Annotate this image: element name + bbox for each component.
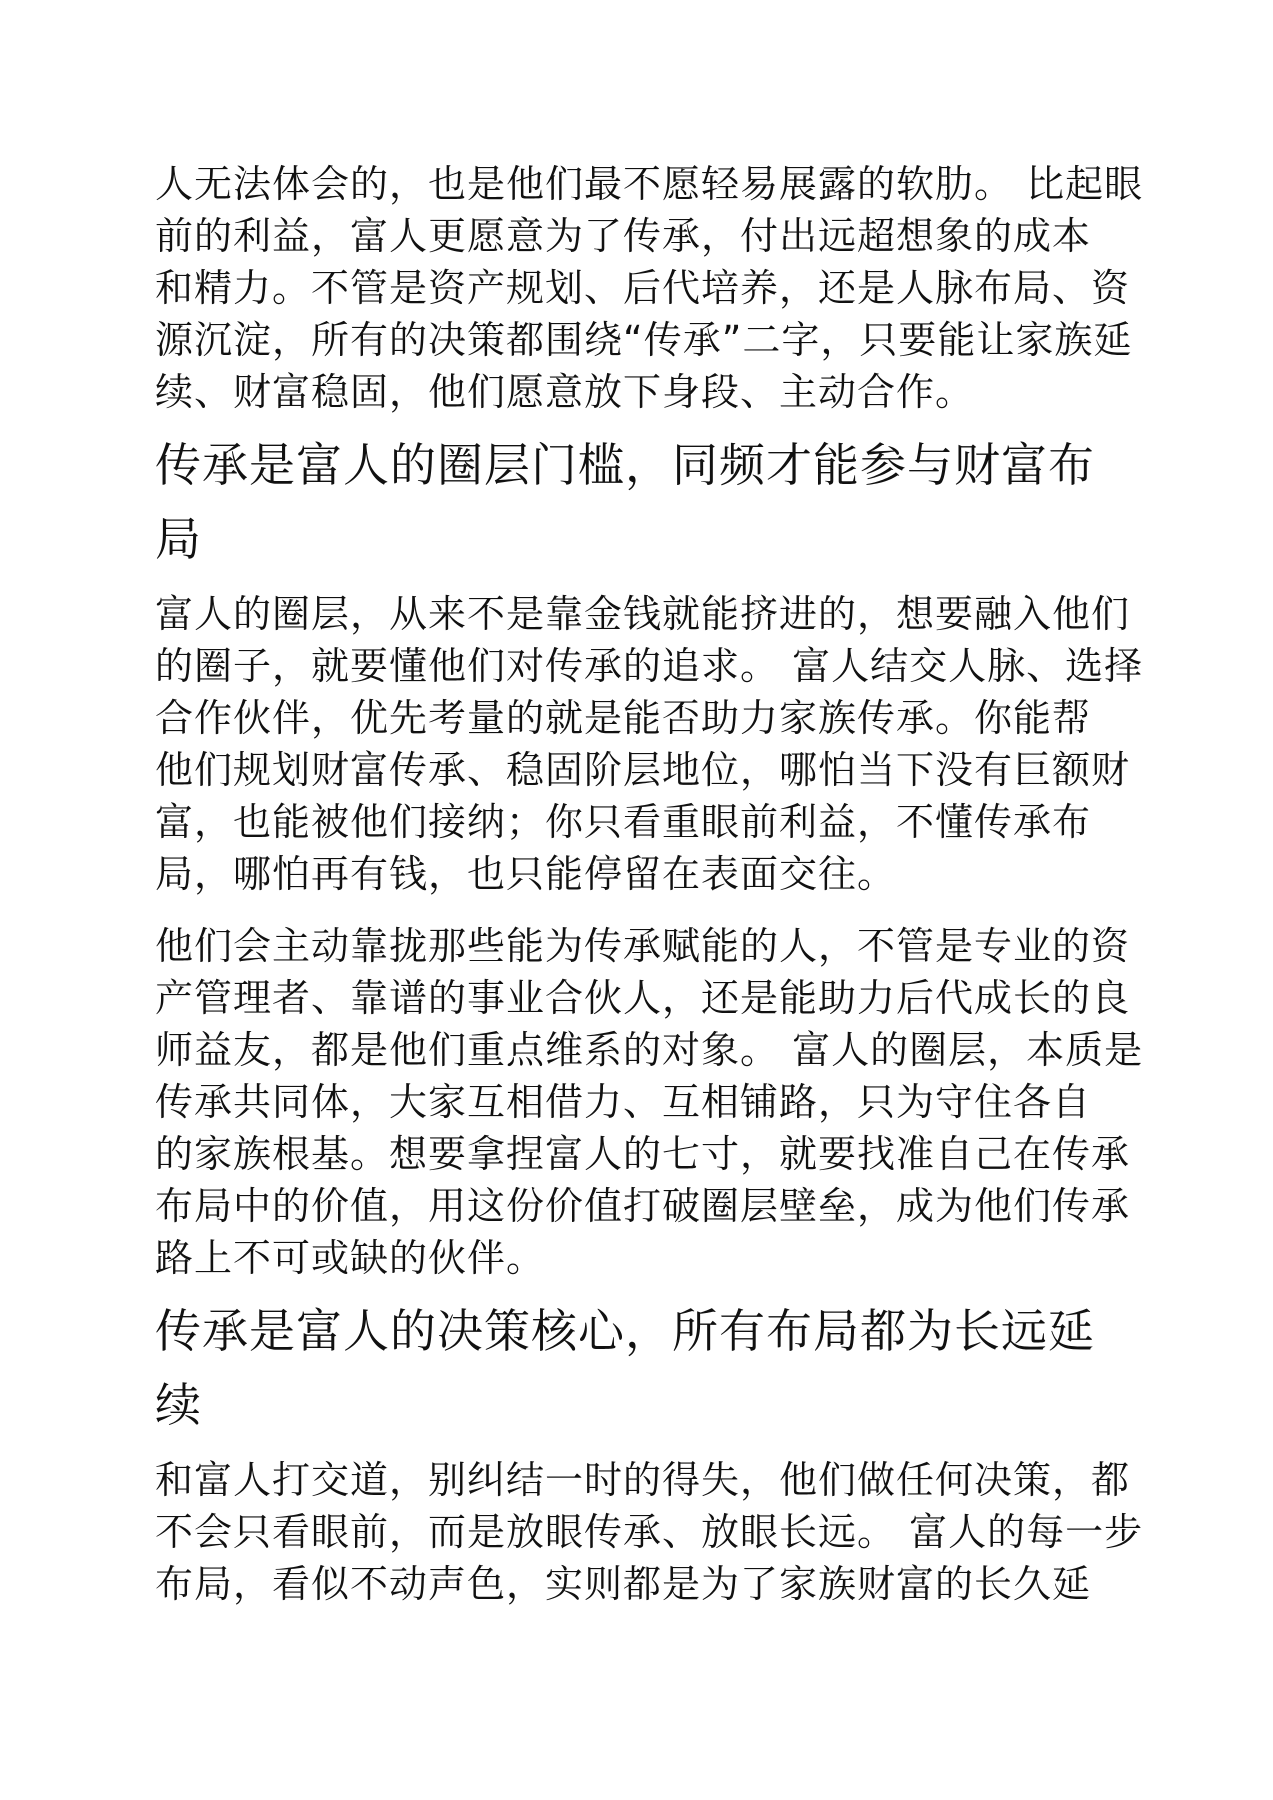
paragraph-line: 师益友，都是他们重点维系的对象。 富人的圈层，本质是	[155, 1028, 1144, 1072]
paragraph-line: 富人的圈层，从来不是靠金钱就能挤进的，想要融入他们	[155, 592, 1131, 636]
paragraph-line: 续、财富稳固，他们愿意放下身段、主动合作。	[155, 370, 975, 414]
section-heading-decision-core	[155, 1294, 1125, 1442]
heading-line: 局	[155, 512, 202, 566]
paragraph-line: 的圈子，就要懂他们对传承的追求。 富人结交人脉、选择	[155, 644, 1144, 688]
heading-line: 传承是富人的决策核心，所有布局都为长远延	[155, 1304, 1095, 1358]
paragraph-decision-1	[155, 1454, 1144, 1610]
paragraph-line: 路上不可或缺的伙伴。	[155, 1236, 546, 1280]
paragraph-line: 和精力。不管是资产规划、后代培养，还是人脉布局、资	[155, 266, 1131, 310]
paragraph-line: 的家族根基。想要拿捏富人的七寸，就要找准自己在传承	[155, 1132, 1131, 1176]
article-body	[155, 158, 1144, 1610]
paragraph-line: 前的利益，富人更愿意为了传承，付出远超想象的成本	[155, 214, 1092, 258]
heading-line: 传承是富人的圈层门槛，同频才能参与财富布	[155, 438, 1095, 492]
heading-line: 续	[155, 1378, 202, 1432]
paragraph-circle-1	[155, 588, 1144, 900]
paragraph-line: 人无法体会的，也是他们最不愿轻易展露的软肋。 比起眼	[155, 162, 1144, 206]
paragraph-line: 合作伙伴，优先考量的就是能否助力家族传承。你能帮	[155, 696, 1092, 740]
paragraph-intro	[155, 158, 1144, 418]
paragraph-line: 和富人打交道，别纠结一时的得失，他们做任何决策，都	[155, 1458, 1131, 1502]
paragraph-line: 不会只看眼前，而是放眼传承、放眼长远。 富人的每一步	[155, 1510, 1144, 1554]
paragraph-line: 富，也能被他们接纳；你只看重眼前利益，不懂传承布	[155, 800, 1092, 844]
paragraph-circle-2	[155, 920, 1144, 1284]
paragraph-line: 传承共同体，大家互相借力、互相铺路，只为守住各自	[155, 1080, 1092, 1124]
paragraph-line: 布局，看似不动声色，实则都是为了家族财富的长久延	[155, 1562, 1092, 1606]
paragraph-line: 源沉淀，所有的决策都围绕“传承”二字，只要能让家族延	[155, 318, 1133, 362]
paragraph-line: 局，哪怕再有钱，也只能停留在表面交往。	[155, 852, 897, 896]
paragraph-line: 产管理者、靠谱的事业合伙人，还是能助力后代成长的良	[155, 976, 1131, 1020]
paragraph-line: 他们会主动靠拢那些能为传承赋能的人，不管是专业的资	[155, 924, 1131, 968]
section-heading-circle-threshold	[155, 428, 1125, 576]
paragraph-line: 他们规划财富传承、稳固阶层地位，哪怕当下没有巨额财	[155, 748, 1131, 792]
paragraph-line: 布局中的价值，用这份价值打破圈层壁垒，成为他们传承	[155, 1184, 1131, 1228]
